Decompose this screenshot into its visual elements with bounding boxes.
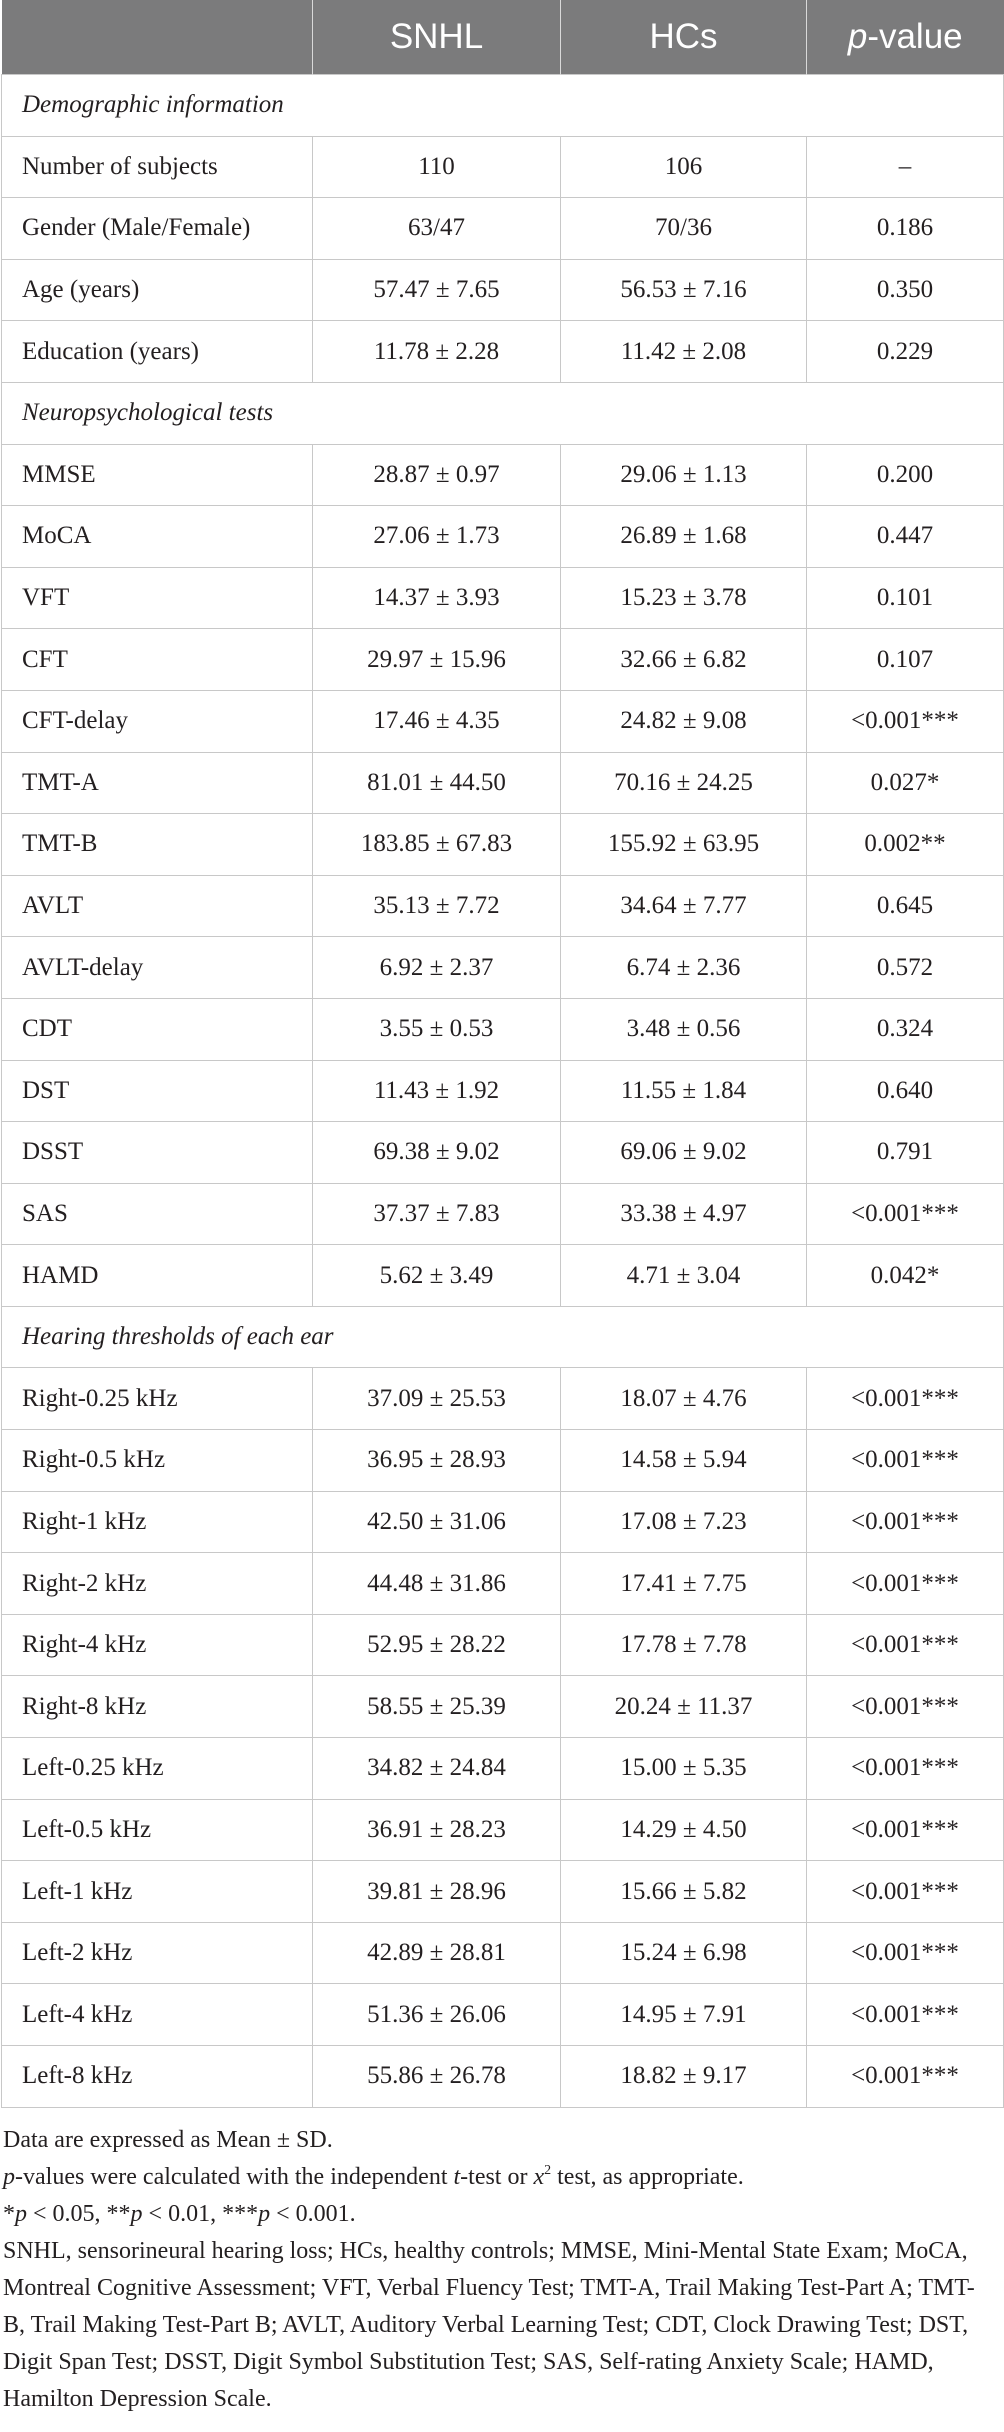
- snhl-value: 51.36 ± 26.06: [313, 1984, 561, 2046]
- snhl-value: 36.91 ± 28.23: [313, 1799, 561, 1861]
- row-label: Right-0.25 kHz: [2, 1368, 313, 1430]
- hcs-value: 34.64 ± 7.77: [561, 875, 807, 937]
- table-row: [2, 1922, 1004, 1984]
- snhl-value: 81.01 ± 44.50: [313, 752, 561, 814]
- snhl-value: 37.09 ± 25.53: [313, 1368, 561, 1430]
- table-row: [2, 1430, 1004, 1492]
- p-value: <0.001***: [807, 1183, 1004, 1245]
- p-value: <0.001***: [807, 1861, 1004, 1923]
- header-hcs: HCs: [561, 0, 807, 75]
- row-label: Right-0.5 kHz: [2, 1430, 313, 1492]
- footnote-text: < 0.001.: [270, 2200, 356, 2227]
- table-row: [2, 998, 1004, 1060]
- p-value: 0.101: [807, 567, 1004, 629]
- row-label: Left-4 kHz: [2, 1984, 313, 2046]
- p-value: 0.186: [807, 198, 1004, 260]
- table-row: [2, 1984, 1004, 2046]
- footnote-text: -test or: [460, 2163, 534, 2190]
- hcs-value: 17.41 ± 7.75: [561, 1553, 807, 1615]
- table-row: [2, 506, 1004, 568]
- footnote-tests: [3, 2159, 993, 2196]
- hcs-value: 11.42 ± 2.08: [561, 321, 807, 383]
- header-snhl: SNHL: [313, 0, 561, 75]
- p-value: 0.027*: [807, 752, 1004, 814]
- snhl-value: 34.82 ± 24.84: [313, 1738, 561, 1800]
- p-value: 0.324: [807, 998, 1004, 1060]
- section-row: [2, 1306, 1004, 1368]
- footnote-p-italic: p: [15, 2200, 27, 2227]
- row-label: CDT: [2, 998, 313, 1060]
- row-label: Right-2 kHz: [2, 1553, 313, 1615]
- header-label-col: [2, 0, 313, 75]
- table-row: [2, 1122, 1004, 1184]
- hcs-value: 18.82 ± 9.17: [561, 2046, 807, 2108]
- row-label: VFT: [2, 567, 313, 629]
- row-label: Left-2 kHz: [2, 1922, 313, 1984]
- p-value: <0.001***: [807, 1984, 1004, 2046]
- footnote-text: < 0.01, ***: [142, 2200, 259, 2227]
- snhl-value: 37.37 ± 7.83: [313, 1183, 561, 1245]
- table-row: [2, 444, 1004, 506]
- hcs-value: 3.48 ± 0.56: [561, 998, 807, 1060]
- footnote-mean-sd: Data are expressed as Mean ± SD.: [3, 2126, 333, 2153]
- table-footnotes: [3, 2122, 993, 2418]
- row-label: DST: [2, 1060, 313, 1122]
- section-heading: Demographic information: [2, 75, 1004, 137]
- table-row: [2, 875, 1004, 937]
- snhl-value: 35.13 ± 7.72: [313, 875, 561, 937]
- hcs-value: 17.78 ± 7.78: [561, 1614, 807, 1676]
- snhl-value: 57.47 ± 7.65: [313, 259, 561, 321]
- table-row: [2, 629, 1004, 691]
- footnote-t-italic: t: [453, 2163, 461, 2190]
- hcs-value: 6.74 ± 2.36: [561, 937, 807, 999]
- p-value: 0.447: [807, 506, 1004, 568]
- snhl-value: 69.38 ± 9.02: [313, 1122, 561, 1184]
- footnote-p-italic: p: [3, 2163, 15, 2190]
- hcs-value: 15.00 ± 5.35: [561, 1738, 807, 1800]
- section-heading: Neuropsychological tests: [2, 382, 1004, 444]
- p-value: 0.645: [807, 875, 1004, 937]
- data-table: [1, 0, 1004, 2108]
- row-label: TMT-A: [2, 752, 313, 814]
- table-row: [2, 1738, 1004, 1800]
- p-value: 0.572: [807, 937, 1004, 999]
- footnote-text: test, as appropriate.: [551, 2163, 744, 2190]
- table-body: [2, 75, 1004, 2108]
- table-row: [2, 814, 1004, 876]
- table-row: [2, 1245, 1004, 1307]
- p-value: <0.001***: [807, 1491, 1004, 1553]
- p-value: <0.001***: [807, 1799, 1004, 1861]
- snhl-value: 42.89 ± 28.81: [313, 1922, 561, 1984]
- p-value: <0.001***: [807, 1676, 1004, 1738]
- snhl-value: 42.50 ± 31.06: [313, 1491, 561, 1553]
- row-label: Right-1 kHz: [2, 1491, 313, 1553]
- p-value: 0.002**: [807, 814, 1004, 876]
- section-row: [2, 382, 1004, 444]
- hcs-value: 106: [561, 136, 807, 198]
- hcs-value: 14.29 ± 4.50: [561, 1799, 807, 1861]
- hcs-value: 18.07 ± 4.76: [561, 1368, 807, 1430]
- row-label: Education (years): [2, 321, 313, 383]
- hcs-value: 15.66 ± 5.82: [561, 1861, 807, 1923]
- snhl-value: 39.81 ± 28.96: [313, 1861, 561, 1923]
- p-value: 0.791: [807, 1122, 1004, 1184]
- snhl-value: 11.43 ± 1.92: [313, 1060, 561, 1122]
- p-value: 0.640: [807, 1060, 1004, 1122]
- footnote-p-italic: p: [258, 2200, 271, 2227]
- row-label: Gender (Male/Female): [2, 198, 313, 260]
- table-row: [2, 1799, 1004, 1861]
- snhl-value: 110: [313, 136, 561, 198]
- footnote-abbreviations: SNHL, sensorineural hearing loss; HCs, healthy controls; MMSE, Mini-Mental State Exam; MoCA, Montreal Cognitive Assessment; VFT, Verbal Fluency Test; TMT-A, Trail Making Test-Part A; TMT-B, Trail Making Test-Part B; AVLT, Auditory Verbal Learning Test; CDT, Clock Drawing Test; DST, Digit Span Test; DSST, Digit Symbol Substitution Test; SAS, Self-rating Anxiety Scale; HAMD, Hamilton Depression Scale.: [3, 2237, 975, 2412]
- snhl-value: 58.55 ± 25.39: [313, 1676, 561, 1738]
- table-row: [2, 136, 1004, 198]
- footnote-text: -values were calculated with the independent: [15, 2163, 454, 2190]
- p-value: <0.001***: [807, 1368, 1004, 1430]
- hcs-value: 26.89 ± 1.68: [561, 506, 807, 568]
- hcs-value: 14.58 ± 5.94: [561, 1430, 807, 1492]
- row-label: Right-4 kHz: [2, 1614, 313, 1676]
- header-p-italic: p: [847, 17, 868, 56]
- row-label: HAMD: [2, 1245, 313, 1307]
- table-row: [2, 321, 1004, 383]
- snhl-value: 3.55 ± 0.53: [313, 998, 561, 1060]
- section-heading: Hearing thresholds of each ear: [2, 1306, 1004, 1368]
- p-value: <0.001***: [807, 1614, 1004, 1676]
- footnote-significance: [3, 2196, 993, 2233]
- snhl-value: 52.95 ± 28.22: [313, 1614, 561, 1676]
- p-value: 0.042*: [807, 1245, 1004, 1307]
- table-row: [2, 752, 1004, 814]
- snhl-value: 55.86 ± 26.78: [313, 2046, 561, 2108]
- hcs-value: 33.38 ± 4.97: [561, 1183, 807, 1245]
- row-label: Left-0.25 kHz: [2, 1738, 313, 1800]
- footnote-p-italic: p: [130, 2200, 143, 2227]
- table-row: [2, 937, 1004, 999]
- p-value: 0.107: [807, 629, 1004, 691]
- snhl-value: 5.62 ± 3.49: [313, 1245, 561, 1307]
- row-label: Number of subjects: [2, 136, 313, 198]
- p-value: 0.350: [807, 259, 1004, 321]
- row-label: Left-1 kHz: [2, 1861, 313, 1923]
- snhl-value: 183.85 ± 67.83: [313, 814, 561, 876]
- table-row: [2, 1861, 1004, 1923]
- row-label: Age (years): [2, 259, 313, 321]
- table-row: [2, 1614, 1004, 1676]
- row-label: DSST: [2, 1122, 313, 1184]
- snhl-value: 28.87 ± 0.97: [313, 444, 561, 506]
- row-label: MoCA: [2, 506, 313, 568]
- snhl-value: 44.48 ± 31.86: [313, 1553, 561, 1615]
- p-value: <0.001***: [807, 1553, 1004, 1615]
- snhl-value: 11.78 ± 2.28: [313, 321, 561, 383]
- hcs-value: 15.24 ± 6.98: [561, 1922, 807, 1984]
- hcs-value: 32.66 ± 6.82: [561, 629, 807, 691]
- hcs-value: 14.95 ± 7.91: [561, 1984, 807, 2046]
- hcs-value: 69.06 ± 9.02: [561, 1122, 807, 1184]
- hcs-value: 56.53 ± 7.16: [561, 259, 807, 321]
- hcs-value: 70.16 ± 24.25: [561, 752, 807, 814]
- hcs-value: 29.06 ± 1.13: [561, 444, 807, 506]
- table-row: [2, 198, 1004, 260]
- p-value: <0.001***: [807, 1430, 1004, 1492]
- p-value: <0.001***: [807, 1738, 1004, 1800]
- snhl-value: 63/47: [313, 198, 561, 260]
- table-row: [2, 2046, 1004, 2108]
- p-value: 0.200: [807, 444, 1004, 506]
- p-value: <0.001***: [807, 690, 1004, 752]
- header-p-rest: -value: [867, 17, 963, 56]
- row-label: SAS: [2, 1183, 313, 1245]
- table-row: [2, 1368, 1004, 1430]
- table-row: [2, 259, 1004, 321]
- snhl-value: 6.92 ± 2.37: [313, 937, 561, 999]
- table-header: [2, 0, 1004, 75]
- hcs-value: 4.71 ± 3.04: [561, 1245, 807, 1307]
- hcs-value: 15.23 ± 3.78: [561, 567, 807, 629]
- row-label: CFT: [2, 629, 313, 691]
- p-value: 0.229: [807, 321, 1004, 383]
- footnote-text: < 0.05, **: [27, 2200, 131, 2227]
- footnote-superscript: 2: [544, 2162, 552, 2178]
- footnote-text: *: [3, 2200, 15, 2227]
- hcs-value: 20.24 ± 11.37: [561, 1676, 807, 1738]
- row-label: AVLT-delay: [2, 937, 313, 999]
- hcs-value: 24.82 ± 9.08: [561, 690, 807, 752]
- snhl-value: 27.06 ± 1.73: [313, 506, 561, 568]
- hcs-value: 155.92 ± 63.95: [561, 814, 807, 876]
- table-row: [2, 1060, 1004, 1122]
- table-row: [2, 1676, 1004, 1738]
- row-label: AVLT: [2, 875, 313, 937]
- p-value: –: [807, 136, 1004, 198]
- p-value: <0.001***: [807, 2046, 1004, 2108]
- row-label: MMSE: [2, 444, 313, 506]
- row-label: Left-8 kHz: [2, 2046, 313, 2108]
- table-row: [2, 1553, 1004, 1615]
- p-value: <0.001***: [807, 1922, 1004, 1984]
- hcs-value: 70/36: [561, 198, 807, 260]
- snhl-value: 36.95 ± 28.93: [313, 1430, 561, 1492]
- table-row: [2, 1183, 1004, 1245]
- table-row: [2, 690, 1004, 752]
- row-label: TMT-B: [2, 814, 313, 876]
- snhl-value: 14.37 ± 3.93: [313, 567, 561, 629]
- footnote-x-italic: x: [533, 2163, 545, 2190]
- table-row: [2, 567, 1004, 629]
- snhl-value: 29.97 ± 15.96: [313, 629, 561, 691]
- hcs-value: 11.55 ± 1.84: [561, 1060, 807, 1122]
- row-label: Right-8 kHz: [2, 1676, 313, 1738]
- row-label: CFT-delay: [2, 690, 313, 752]
- section-row: [2, 75, 1004, 137]
- header-p-value: [807, 0, 1004, 75]
- hcs-value: 17.08 ± 7.23: [561, 1491, 807, 1553]
- snhl-value: 17.46 ± 4.35: [313, 690, 561, 752]
- row-label: Left-0.5 kHz: [2, 1799, 313, 1861]
- table-row: [2, 1491, 1004, 1553]
